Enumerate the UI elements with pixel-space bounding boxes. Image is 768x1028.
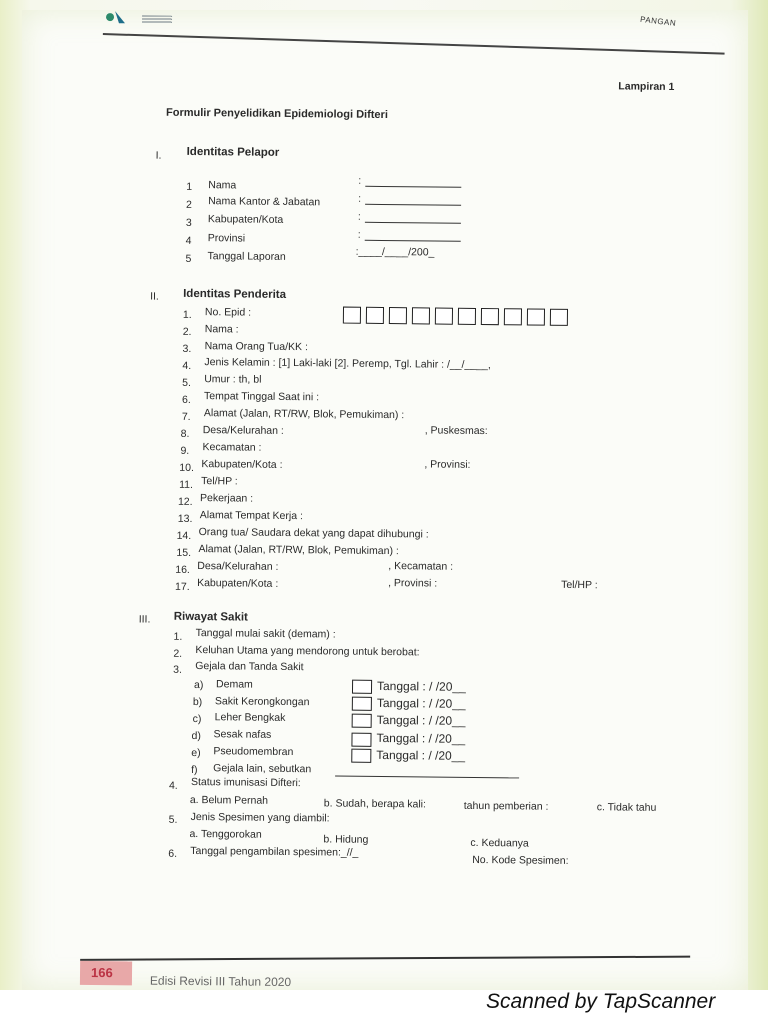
logo-text — [142, 15, 172, 23]
section1-number: I. — [155, 149, 162, 162]
epid-digit-box[interactable] — [504, 308, 522, 325]
header-rule — [103, 33, 725, 55]
s1-item-label: Nama — [208, 179, 237, 192]
s2-item-num: 2. — [182, 325, 192, 338]
immunization-option-b[interactable]: b. Sudah, berapa kali: — [323, 797, 427, 811]
s2-item-label: Kecamatan : — [202, 441, 262, 454]
symptom-letter: d) — [191, 729, 201, 743]
s1-item-num: 5 — [185, 252, 192, 265]
symptom-label: Demam — [215, 678, 253, 691]
s2-item-num: 12. — [177, 495, 193, 508]
epid-digit-box[interactable] — [458, 308, 476, 325]
provinsi-label: , Provinsi: — [424, 458, 471, 471]
symptom-checkbox[interactable] — [351, 733, 371, 747]
s2-item-num: 4. — [182, 359, 192, 372]
telhp-label: Tel/HP : — [561, 578, 598, 592]
epid-digit-box[interactable] — [527, 308, 545, 325]
epid-digit-box[interactable] — [412, 307, 430, 324]
epid-digit-box[interactable] — [435, 308, 453, 325]
s3-item-label: Status imunisasi Difteri: — [190, 775, 301, 790]
s2-item-num: 11. — [179, 478, 194, 491]
s3-item-num: 5. — [168, 813, 178, 826]
symptom-label: Gejala lain, sebutkan — [213, 762, 312, 776]
s2-item-num: 16. — [175, 563, 190, 576]
report-date-field[interactable]: :____/____/200_ — [355, 245, 435, 259]
specimen-option-b[interactable]: b. Hidung — [323, 833, 369, 846]
s2-item-label: Alamat Tempat Kerja : — [199, 509, 303, 523]
s2-item-num: 9. — [180, 444, 190, 457]
s2-item-num: 3. — [182, 342, 192, 355]
specimen-option-c[interactable]: c. Keduanya — [470, 836, 529, 850]
epid-digit-box[interactable] — [389, 307, 407, 324]
s2-item-num: 5. — [182, 376, 192, 389]
header-right-text: PANGAN — [639, 14, 677, 28]
symptom-letter: b) — [192, 696, 203, 709]
s3-item-label: Jenis Spesimen yang diambil: — [190, 810, 330, 825]
provinsi-label: , Provinsi : — [388, 577, 438, 590]
section2-title: Identitas Penderita — [183, 287, 287, 301]
symptom-checkbox[interactable] — [352, 697, 372, 711]
s3-item-num: 2. — [173, 647, 183, 660]
symptom-checkbox[interactable] — [351, 749, 371, 763]
s1-item-num: 2 — [186, 198, 192, 211]
s1-answer-line[interactable] — [365, 222, 461, 224]
s2-item-num: 17. — [175, 580, 190, 593]
s3-item-label: Gejala dan Tanda Sakit — [195, 660, 304, 674]
s2-item-label: Nama : — [204, 323, 239, 336]
s2-item-label: Umur : th, bl — [204, 373, 262, 386]
symptom-label: Sesak nafas — [213, 728, 272, 741]
symptom-checkbox[interactable] — [352, 714, 372, 728]
symptom-label: Pseudomembran — [213, 745, 294, 759]
puskesmas-label: , Puskesmas: — [424, 424, 488, 438]
ministry-logo-icon — [105, 9, 127, 25]
immunization-option-a[interactable]: a. Belum Pernah — [189, 793, 269, 807]
symptom-date[interactable]: Tanggal : / /20__ — [376, 678, 466, 694]
s2-item-num: 6. — [181, 393, 191, 406]
kecamatan-label: , Kecamatan : — [388, 560, 454, 573]
s2-item-num: 1. — [182, 308, 192, 321]
colon: : — [358, 192, 362, 205]
symptom-letter: c) — [192, 713, 202, 726]
s3-item-label: Tanggal mulai sakit (demam) : — [195, 627, 336, 641]
symptom-letter: f) — [191, 763, 198, 777]
s1-item-label: Tanggal Laporan — [207, 250, 286, 263]
s1-answer-line[interactable] — [365, 204, 461, 206]
specimen-code-label: No. Kode Spesimen: — [472, 853, 569, 867]
s2-item-label: No. Epid : — [204, 306, 252, 319]
footer-rule — [80, 956, 690, 961]
s2-item-label: Pekerjaan : — [199, 492, 254, 505]
s1-item-label: Provinsi — [207, 232, 246, 245]
immunization-option-c[interactable]: c. Tidak tahu — [596, 801, 657, 814]
section1-title: Identitas Pelapor — [186, 145, 280, 159]
s2-item-label: Kabupaten/Kota : — [197, 577, 279, 590]
symptom-label: Leher Bengkak — [214, 711, 286, 724]
s3-item-label: Keluhan Utama yang mendorong untuk berobat: — [195, 644, 420, 659]
scanner-watermark: Scanned by TapScanner — [486, 990, 716, 1013]
s2-item-label: Tempat Tinggal Saat ini : — [204, 390, 320, 404]
immunization-year-label: tahun pemberian : — [463, 799, 549, 813]
s2-item-label: Desa/Kelurahan : — [202, 424, 284, 437]
s2-item-label: Jenis Kelamin : [1] Laki-laki [2]. Peremp, Tgl. Lahir : /__/____, — [204, 356, 491, 372]
s1-item-num: 4 — [185, 234, 192, 247]
epid-digit-box[interactable] — [481, 308, 499, 325]
symptom-date[interactable]: Tanggal : / /20__ — [376, 747, 466, 763]
s3-item-num: 1. — [173, 630, 183, 643]
colon: : — [357, 210, 361, 223]
other-symptom-line[interactable] — [335, 776, 519, 779]
s1-item-label: Nama Kantor & Jabatan — [208, 195, 321, 209]
section3-title: Riwayat Sakit — [173, 610, 248, 624]
symptom-label: Sakit Kerongkongan — [214, 695, 310, 709]
s2-item-label: Alamat (Jalan, RT/RW, Blok, Pemukiman) : — [203, 407, 405, 422]
symptom-date[interactable]: Tanggal : / /20__ — [376, 712, 466, 728]
s1-answer-line[interactable] — [365, 186, 461, 188]
page-number: 166 — [90, 964, 113, 981]
s3-item-num: 4. — [168, 779, 178, 792]
section3-number: III. — [138, 613, 151, 626]
symptom-letter: e) — [191, 746, 201, 760]
edition-text: Edisi Revisi III Tahun 2020 — [149, 973, 292, 990]
specimen-option-a[interactable]: a. Tenggorokan — [189, 827, 262, 841]
epid-digit-box[interactable] — [550, 309, 568, 326]
s2-item-label: Alamat (Jalan, RT/RW, Blok, Pemukiman) : — [198, 543, 399, 558]
symptom-checkbox[interactable] — [352, 680, 372, 694]
appendix-label: Lampiran 1 — [618, 80, 675, 94]
s1-item-label: Kabupaten/Kota — [207, 213, 284, 226]
symptom-letter: a) — [193, 679, 204, 692]
s2-item-num: 10. — [179, 461, 194, 475]
form-title: Formulir Penyelidikan Epidemiologi Difteri — [165, 106, 388, 122]
s2-item-label: Desa/Kelurahan : — [197, 560, 279, 573]
s2-item-label: Orang tua/ Saudara dekat yang dapat dihubungi : — [198, 526, 429, 541]
s1-item-num: 1 — [186, 180, 193, 193]
s2-item-label: Nama Orang Tua/KK : — [204, 340, 308, 354]
colon: : — [358, 174, 362, 187]
s2-item-num: 8. — [180, 427, 190, 440]
s2-item-num: 13. — [177, 512, 193, 525]
epid-digit-box[interactable] — [366, 307, 384, 324]
symptom-date[interactable]: Tanggal : / /20__ — [376, 695, 466, 711]
s2-item-num: 15. — [176, 546, 192, 559]
s2-item-num: 14. — [176, 529, 192, 542]
s1-item-num: 3 — [185, 216, 192, 229]
colon: : — [357, 228, 361, 241]
s3-item-label: Tanggal pengambilan spesimen:_//_ — [190, 844, 359, 859]
s3-item-num: 3. — [173, 663, 183, 676]
s2-item-num: 7. — [181, 410, 191, 423]
section2-number: II. — [150, 290, 159, 303]
s3-item-num: 6. — [168, 847, 178, 860]
s2-item-label: Kabupaten/Kota : — [201, 458, 283, 471]
epid-digit-box[interactable] — [343, 307, 361, 324]
s2-item-label: Tel/HP : — [201, 475, 238, 488]
s1-answer-line[interactable] — [365, 240, 461, 242]
symptom-date[interactable]: Tanggal : / /20__ — [376, 730, 466, 746]
